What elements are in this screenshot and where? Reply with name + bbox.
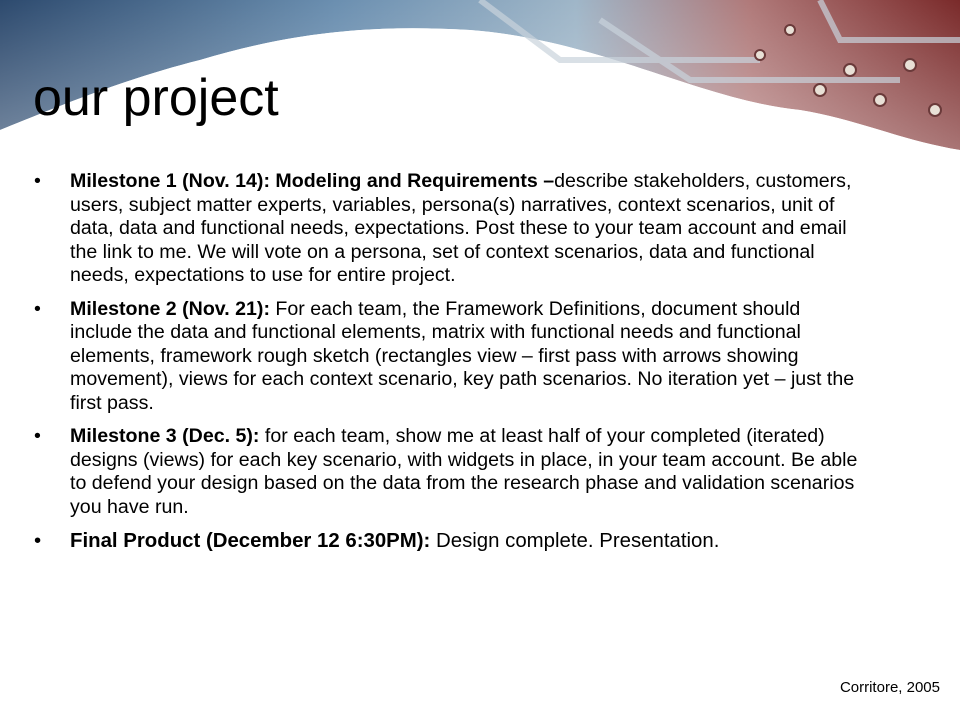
list-item-milestone-3 [30,425,860,519]
final-product-description: Design complete. Presentation. [430,530,720,552]
milestone-1-description: describe stakeholders, customers, users, subject matter experts, variables, persona(s) narratives, context scenarios, unit of data, data and functional needs, expectations. Post these to your team account and email the link to me. We will vote on a persona, set of context scenarios, data and functional needs, expectations to use for entire project. [70,170,852,286]
bullet-glyph: • [34,170,41,192]
bullet-glyph: • [34,425,41,447]
footer-credit: Corritore, 2005 [839,679,940,696]
slide-title: our project [33,69,279,127]
milestone-1-heading: Milestone 1 (Nov. 14): Modeling and Requirements – [70,170,555,192]
bullet-glyph: • [34,297,41,320]
list-item-final-product [30,529,860,553]
list-item-milestone-2 [30,298,860,416]
milestone-2-heading: Milestone 2 (Nov. 21): [70,297,270,320]
milestone-list [30,170,860,563]
bullet-glyph: • [34,530,42,552]
milestone-3-description: for each team, show me at least half of your completed (iterated) designs (views) for each key scenario, with widgets in place, in your team account. Be able to defend your design based on the data from the research phase and validation scenarios you have run. [70,425,858,518]
final-product-heading: Final Product (December 12 6:30PM): [70,530,431,552]
milestone-2-description: For each team, the Framework Definitions, document should include the data and functional elements, matrix with functional needs and functional elements, framework rough sketch (rectangles view – first pass with arrows showing movement), views for each context scenario, key path scenarios. No iteration yet – just the first pass. [70,297,855,414]
milestone-3-heading: Milestone 3 (Dec. 5): [70,425,260,447]
list-item-milestone-1 [30,170,860,288]
